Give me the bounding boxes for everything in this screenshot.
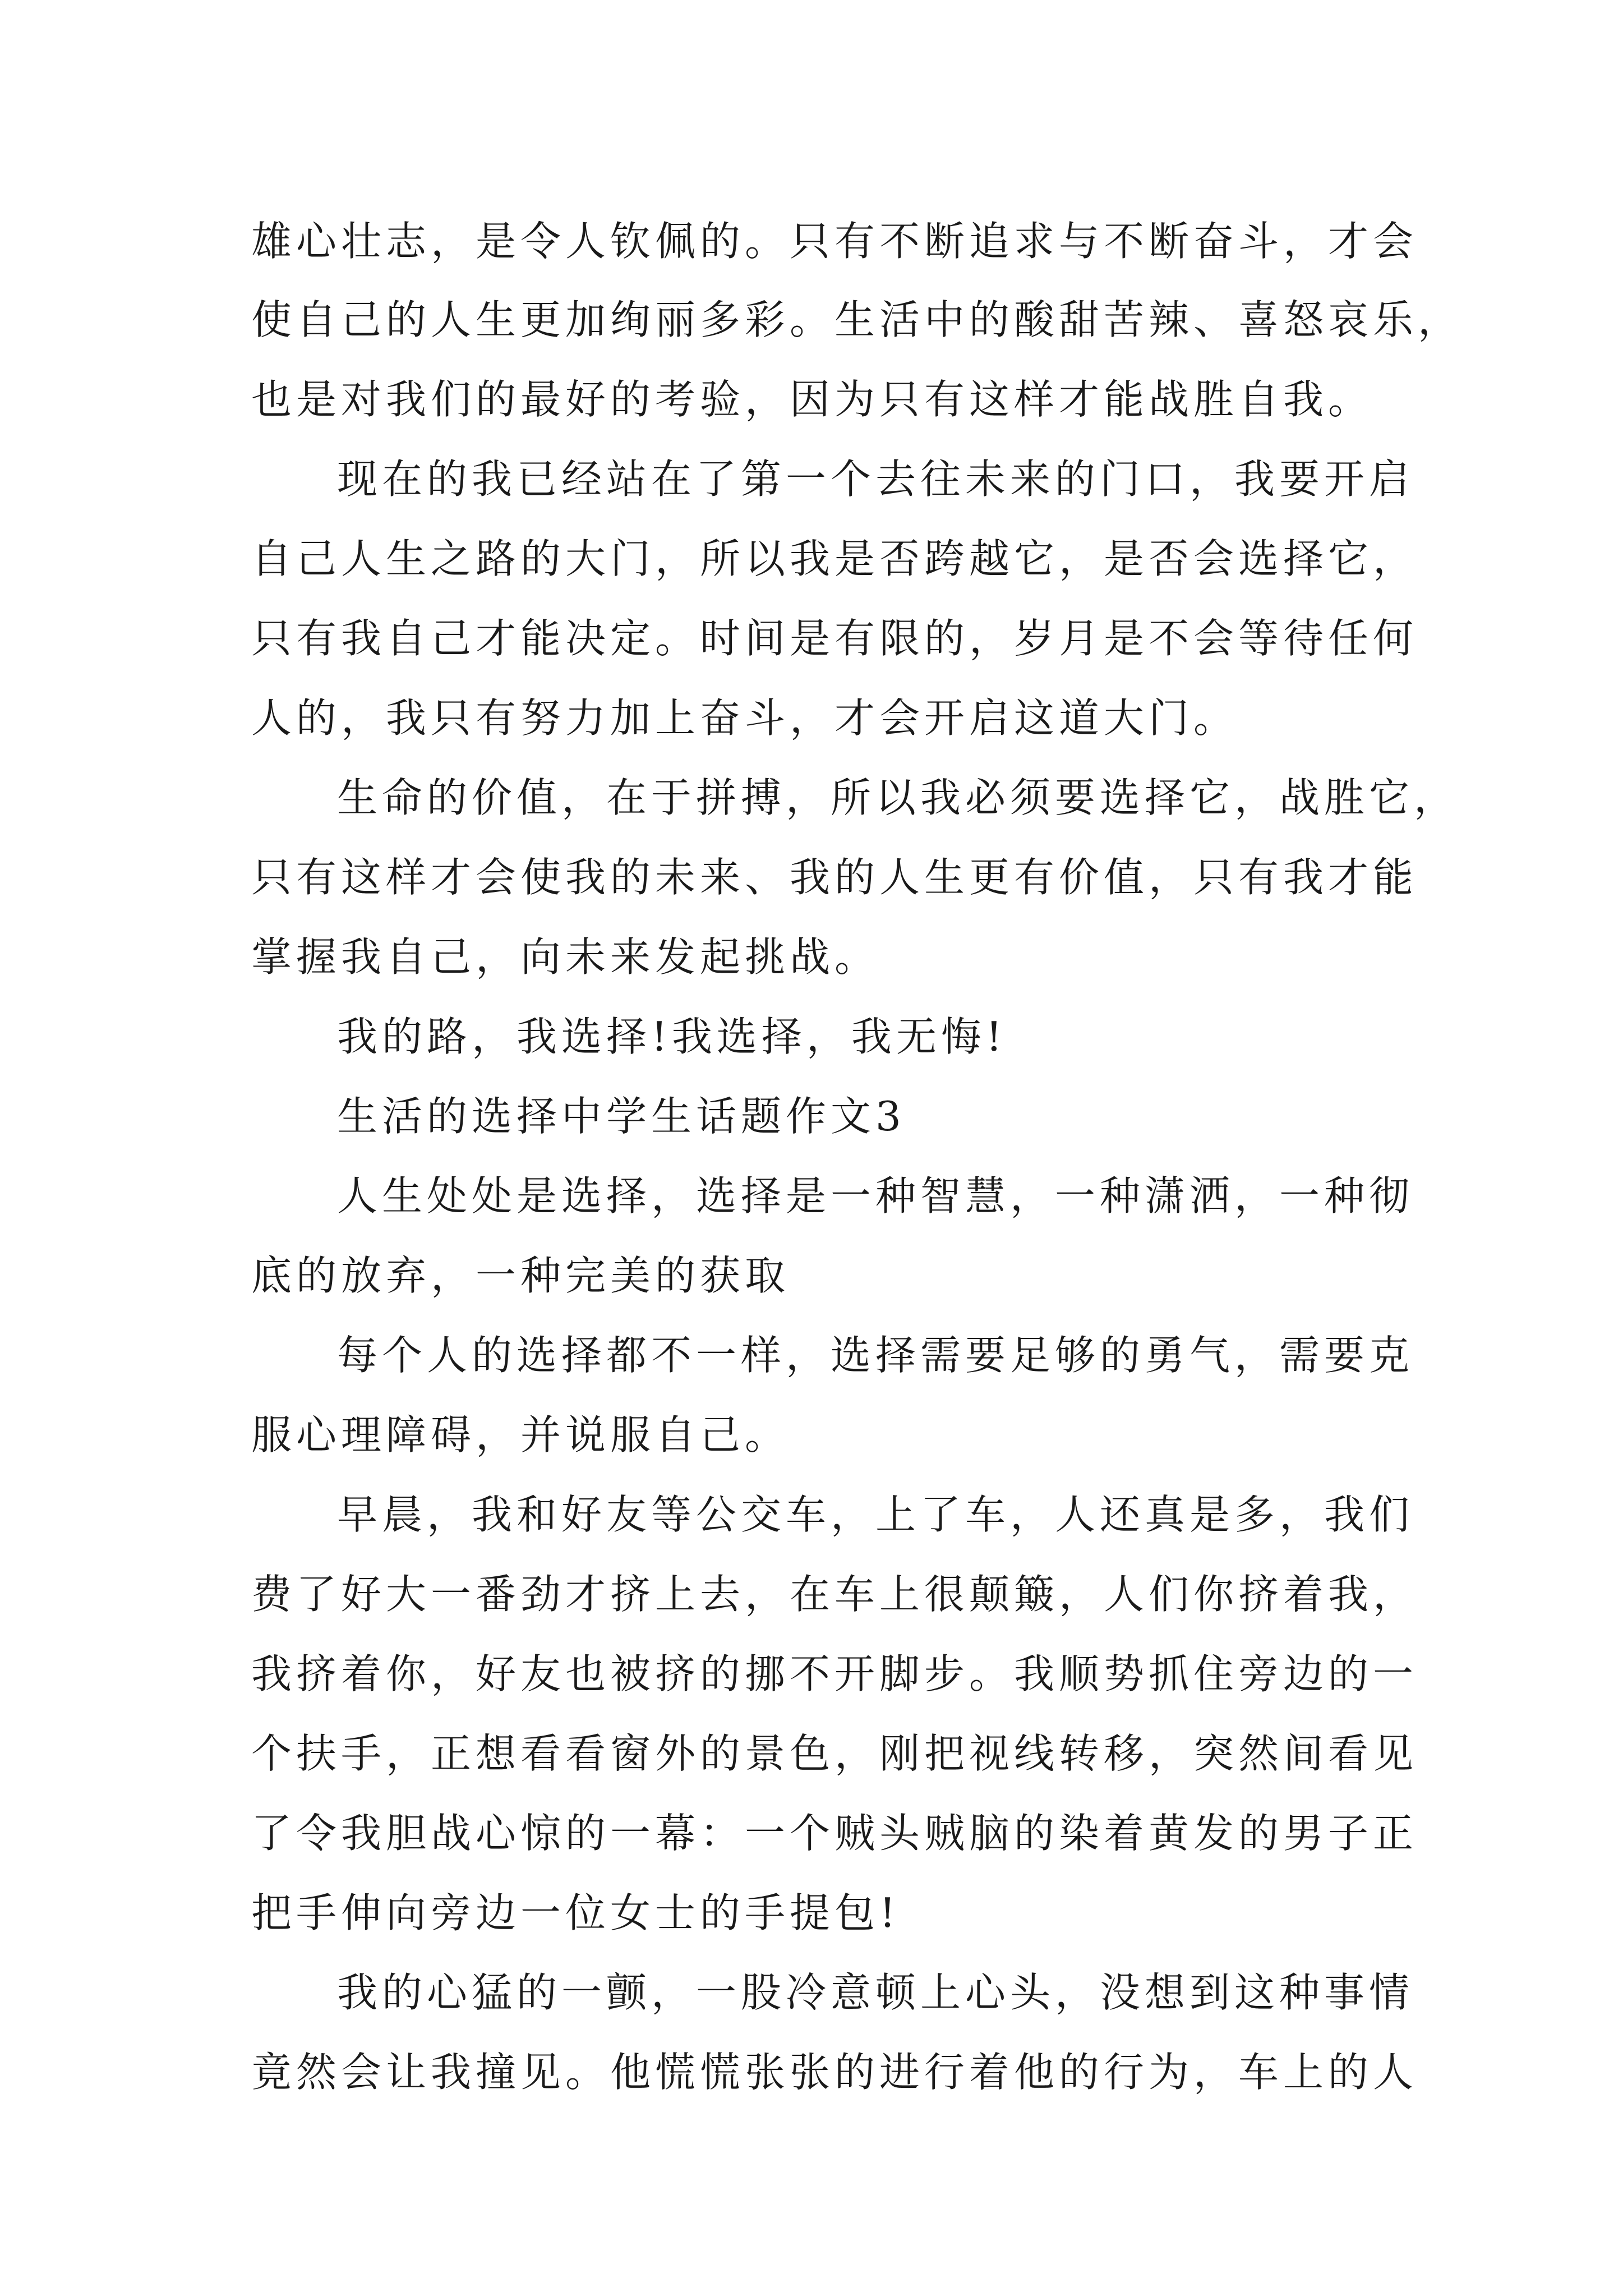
text-line: 个扶手，正想看看窗外的景色，刚把视线转移，突然间看见	[251, 1730, 1418, 1777]
text-line: 了令我胆战心惊的一幕：一个贼头贼脑的染着黄发的男子正	[251, 1810, 1418, 1857]
paragraph-first-line: 生命的价值，在于拼搏，所以我必须要选择它，战胜它，	[337, 774, 1459, 821]
text-line: 底的放弃，一种完美的获取	[251, 1252, 790, 1299]
paragraph-first-line: 现在的我已经站在了第一个去往未来的门口，我要开启	[337, 455, 1414, 503]
text-line: 使自己的人生更加绚丽多彩。生活中的酸甜苦辣、喜怒哀乐，	[251, 296, 1463, 343]
text-line: 服心理障碍，并说服自己。	[251, 1411, 790, 1458]
text-line: 只有我自己才能决定。时间是有限的，岁月是不会等待任何	[251, 615, 1418, 662]
text-line: 也是对我们的最好的考验，因为只有这样才能战胜自我。	[251, 376, 1373, 423]
paragraph-first-line: 我的路，我选择!我选择，我无悔!	[337, 1013, 1007, 1060]
text-line: 费了好大一番劲才挤上去，在车上很颠簸，人们你挤着我，	[251, 1571, 1418, 1618]
paragraph-first-line: 我的心猛的一颤，一股冷意顿上心头，没想到这种事情	[337, 1969, 1414, 2016]
paragraph-first-line: 人生处处是选择，选择是一种智慧，一种潇洒，一种彻	[337, 1172, 1414, 1220]
text-line: 自己人生之路的大门，所以我是否跨越它，是否会选择它，	[251, 535, 1418, 582]
section-heading: 生活的选择中学生话题作文3	[337, 1093, 906, 1140]
text-line: 竟然会让我撞见。他慌慌张张的进行着他的行为，车上的人	[251, 2049, 1418, 2096]
text-line: 雄心壮志，是令人钦佩的。只有不断追求与不断奋斗，才会	[251, 218, 1418, 265]
text-line: 把手伸向旁边一位女士的手提包!	[251, 1889, 900, 1936]
text-line: 只有这样才会使我的未来、我的人生更有价值，只有我才能	[251, 854, 1418, 901]
paragraph-first-line: 早晨，我和好友等公交车，上了车，人还真是多，我们	[337, 1491, 1414, 1538]
text-line: 掌握我自己，向未来发起挑战。	[251, 933, 880, 981]
text-line: 人的，我只有努力加上奋斗，才会开启这道大门。	[251, 694, 1239, 742]
text-line: 我挤着你，好友也被挤的挪不开脚步。我顺势抓住旁边的一	[251, 1650, 1418, 1697]
paragraph-first-line: 每个人的选择都不一样，选择需要足够的勇气，需要克	[337, 1332, 1414, 1379]
